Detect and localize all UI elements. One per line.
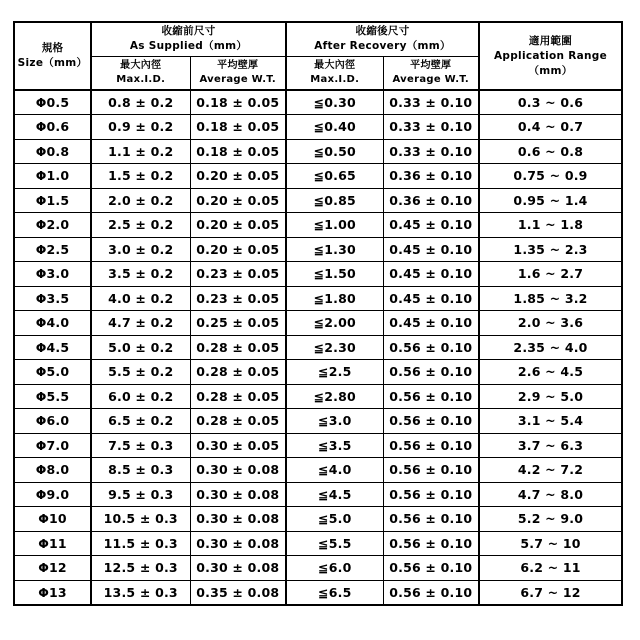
recovery-max-id-cell: ≦5.5 bbox=[286, 531, 383, 556]
recovery-avg-wt-cell: 0.33 ± 0.10 bbox=[383, 139, 479, 164]
application-range-cell: 2.35 ~ 4.0 bbox=[479, 335, 622, 360]
recovery-avg-wt-cell: 0.56 ± 0.10 bbox=[383, 507, 479, 532]
application-range-cell: 6.7 ~ 12 bbox=[479, 580, 622, 605]
supplied-max-id-cell: 2.0 ± 0.2 bbox=[91, 188, 190, 213]
recovery-max-id-cell: ≦1.50 bbox=[286, 262, 383, 287]
application-range-cell: 1.1 ~ 1.8 bbox=[479, 213, 622, 238]
after-recovery-header bbox=[286, 22, 479, 56]
supplied-avg-wt-cell: 0.20 ± 0.05 bbox=[190, 213, 286, 238]
supplied-max-id-cell: 7.5 ± 0.3 bbox=[91, 433, 190, 458]
size-cell: Φ12 bbox=[14, 556, 91, 581]
as-supplied-header-en: As Supplied（mm） bbox=[129, 40, 248, 53]
as-supplied-header-cn: 收縮前尺寸 bbox=[161, 25, 216, 38]
recovery-max-id-cell: ≦0.30 bbox=[286, 90, 383, 115]
recovery-max-id-cell: ≦6.5 bbox=[286, 580, 383, 605]
recovery-max-id-cell: ≦5.0 bbox=[286, 507, 383, 532]
supplied-avg-wt-cn: 平均壁厚 bbox=[217, 59, 259, 71]
supplied-max-id-cell: 9.5 ± 0.3 bbox=[91, 482, 190, 507]
size-cell: Φ0.8 bbox=[14, 139, 91, 164]
application-range-cell: 4.7 ~ 8.0 bbox=[479, 482, 622, 507]
after-recovery-header-cn: 收縮後尺寸 bbox=[355, 25, 410, 38]
supplied-max-id-cell: 11.5 ± 0.3 bbox=[91, 531, 190, 556]
supplied-avg-wt-cell: 0.28 ± 0.05 bbox=[190, 409, 286, 434]
recovery-avg-wt-cell: 0.56 ± 0.10 bbox=[383, 360, 479, 385]
supplied-avg-wt-cell: 0.30 ± 0.08 bbox=[190, 507, 286, 532]
recovery-avg-wt-cell: 0.45 ± 0.10 bbox=[383, 262, 479, 287]
table-row bbox=[14, 580, 622, 605]
recovery-avg-wt-cell: 0.56 ± 0.10 bbox=[383, 335, 479, 360]
size-cell: Φ5.0 bbox=[14, 360, 91, 385]
size-cell: Φ2.5 bbox=[14, 237, 91, 262]
recovery-avg-wt-header bbox=[383, 56, 479, 90]
application-range-header-cn: 適用範圍 bbox=[528, 34, 573, 47]
size-cell: Φ9.0 bbox=[14, 482, 91, 507]
application-range-cell: 0.95 ~ 1.4 bbox=[479, 188, 622, 213]
recovery-max-id-cell: ≦4.5 bbox=[286, 482, 383, 507]
table-row bbox=[14, 384, 622, 409]
recovery-avg-wt-cell: 0.45 ± 0.10 bbox=[383, 311, 479, 336]
size-header-cn: 規格 bbox=[41, 42, 64, 54]
size-cell: Φ10 bbox=[14, 507, 91, 532]
recovery-avg-wt-cell: 0.33 ± 0.10 bbox=[383, 90, 479, 115]
supplied-max-id-cell: 4.0 ± 0.2 bbox=[91, 286, 190, 311]
recovery-max-id-cell: ≦0.40 bbox=[286, 115, 383, 140]
recovery-max-id-header bbox=[286, 56, 383, 90]
size-cell: Φ3.5 bbox=[14, 286, 91, 311]
recovery-max-id-cell: ≦0.65 bbox=[286, 164, 383, 189]
supplied-max-id-en: Max.I.D. bbox=[116, 73, 166, 85]
supplied-max-id-cell: 1.5 ± 0.2 bbox=[91, 164, 190, 189]
recovery-max-id-cell: ≦1.30 bbox=[286, 237, 383, 262]
table-row bbox=[14, 115, 622, 140]
recovery-avg-wt-cell: 0.56 ± 0.10 bbox=[383, 458, 479, 483]
supplied-max-id-cell: 6.0 ± 0.2 bbox=[91, 384, 190, 409]
recovery-max-id-cell: ≦2.5 bbox=[286, 360, 383, 385]
supplied-avg-wt-cell: 0.28 ± 0.05 bbox=[190, 360, 286, 385]
supplied-avg-wt-cell: 0.30 ± 0.08 bbox=[190, 531, 286, 556]
supplied-avg-wt-cell: 0.30 ± 0.05 bbox=[190, 433, 286, 458]
size-cell: Φ8.0 bbox=[14, 458, 91, 483]
supplied-avg-wt-cell: 0.18 ± 0.05 bbox=[190, 139, 286, 164]
recovery-avg-wt-en: Average W.T. bbox=[392, 73, 470, 85]
supplied-max-id-cell: 5.5 ± 0.2 bbox=[91, 360, 190, 385]
recovery-avg-wt-cell: 0.33 ± 0.10 bbox=[383, 115, 479, 140]
recovery-max-id-cell: ≦6.0 bbox=[286, 556, 383, 581]
size-header-en: Size（mm） bbox=[17, 57, 88, 69]
table-row bbox=[14, 433, 622, 458]
supplied-max-id-cell: 0.8 ± 0.2 bbox=[91, 90, 190, 115]
application-range-cell: 2.6 ~ 4.5 bbox=[479, 360, 622, 385]
application-range-cell: 0.4 ~ 0.7 bbox=[479, 115, 622, 140]
supplied-avg-wt-cell: 0.20 ± 0.05 bbox=[190, 188, 286, 213]
recovery-max-id-cell: ≦1.00 bbox=[286, 213, 383, 238]
application-range-header-en: Application Range（mm） bbox=[494, 49, 608, 77]
recovery-max-id-cell: ≦4.0 bbox=[286, 458, 383, 483]
recovery-max-id-cell: ≦1.80 bbox=[286, 286, 383, 311]
supplied-max-id-cell: 5.0 ± 0.2 bbox=[91, 335, 190, 360]
size-cell: Φ0.6 bbox=[14, 115, 91, 140]
supplied-avg-wt-en: Average W.T. bbox=[199, 73, 277, 85]
supplied-avg-wt-cell: 0.23 ± 0.05 bbox=[190, 286, 286, 311]
recovery-avg-wt-cell: 0.56 ± 0.10 bbox=[383, 433, 479, 458]
recovery-avg-wt-cell: 0.56 ± 0.10 bbox=[383, 384, 479, 409]
recovery-max-id-en: Max.I.D. bbox=[310, 73, 360, 85]
supplied-max-id-cell: 13.5 ± 0.3 bbox=[91, 580, 190, 605]
supplied-max-id-cell: 6.5 ± 0.2 bbox=[91, 409, 190, 434]
application-range-cell: 2.9 ~ 5.0 bbox=[479, 384, 622, 409]
recovery-max-id-cell: ≦0.50 bbox=[286, 139, 383, 164]
supplied-avg-wt-cell: 0.20 ± 0.05 bbox=[190, 237, 286, 262]
size-cell: Φ11 bbox=[14, 531, 91, 556]
spec-table bbox=[13, 21, 623, 606]
size-cell: Φ4.5 bbox=[14, 335, 91, 360]
application-range-cell: 0.3 ~ 0.6 bbox=[479, 90, 622, 115]
size-cell: Φ4.0 bbox=[14, 311, 91, 336]
supplied-avg-wt-cell: 0.18 ± 0.05 bbox=[190, 115, 286, 140]
spec-table-container bbox=[13, 21, 621, 606]
supplied-avg-wt-cell: 0.28 ± 0.05 bbox=[190, 384, 286, 409]
supplied-max-id-cell: 3.5 ± 0.2 bbox=[91, 262, 190, 287]
table-row bbox=[14, 139, 622, 164]
supplied-avg-wt-cell: 0.20 ± 0.05 bbox=[190, 164, 286, 189]
table-row bbox=[14, 482, 622, 507]
application-range-cell: 5.7 ~ 10 bbox=[479, 531, 622, 556]
table-row bbox=[14, 164, 622, 189]
application-range-cell: 0.75 ~ 0.9 bbox=[479, 164, 622, 189]
application-range-cell: 1.85 ~ 3.2 bbox=[479, 286, 622, 311]
size-header bbox=[14, 22, 91, 90]
table-row bbox=[14, 213, 622, 238]
application-range-cell: 5.2 ~ 9.0 bbox=[479, 507, 622, 532]
supplied-max-id-cell: 10.5 ± 0.3 bbox=[91, 507, 190, 532]
size-cell: Φ13 bbox=[14, 580, 91, 605]
recovery-avg-wt-cn: 平均壁厚 bbox=[410, 59, 452, 71]
size-cell: Φ0.5 bbox=[14, 90, 91, 115]
table-body bbox=[14, 90, 622, 605]
recovery-avg-wt-cell: 0.56 ± 0.10 bbox=[383, 482, 479, 507]
application-range-header bbox=[479, 22, 622, 90]
supplied-avg-wt-cell: 0.25 ± 0.05 bbox=[190, 311, 286, 336]
supplied-max-id-header bbox=[91, 56, 190, 90]
table-row bbox=[14, 188, 622, 213]
supplied-avg-wt-cell: 0.35 ± 0.08 bbox=[190, 580, 286, 605]
size-cell: Φ1.5 bbox=[14, 188, 91, 213]
application-range-cell: 1.6 ~ 2.7 bbox=[479, 262, 622, 287]
supplied-avg-wt-cell: 0.30 ± 0.08 bbox=[190, 556, 286, 581]
supplied-avg-wt-cell: 0.28 ± 0.05 bbox=[190, 335, 286, 360]
table-row bbox=[14, 409, 622, 434]
supplied-max-id-cell: 8.5 ± 0.3 bbox=[91, 458, 190, 483]
table-row bbox=[14, 556, 622, 581]
as-supplied-header bbox=[91, 22, 286, 56]
table-row bbox=[14, 335, 622, 360]
recovery-avg-wt-cell: 0.36 ± 0.10 bbox=[383, 164, 479, 189]
recovery-avg-wt-cell: 0.45 ± 0.10 bbox=[383, 237, 479, 262]
supplied-max-id-cell: 1.1 ± 0.2 bbox=[91, 139, 190, 164]
supplied-avg-wt-header bbox=[190, 56, 286, 90]
recovery-avg-wt-cell: 0.56 ± 0.10 bbox=[383, 409, 479, 434]
application-range-cell: 3.1 ~ 5.4 bbox=[479, 409, 622, 434]
table-row bbox=[14, 507, 622, 532]
supplied-max-id-cell: 12.5 ± 0.3 bbox=[91, 556, 190, 581]
table-row bbox=[14, 286, 622, 311]
size-cell: Φ5.5 bbox=[14, 384, 91, 409]
table-row bbox=[14, 360, 622, 385]
supplied-max-id-cell: 3.0 ± 0.2 bbox=[91, 237, 190, 262]
table-row bbox=[14, 262, 622, 287]
recovery-max-id-cell: ≦2.80 bbox=[286, 384, 383, 409]
size-cell: Φ2.0 bbox=[14, 213, 91, 238]
recovery-avg-wt-cell: 0.56 ± 0.10 bbox=[383, 580, 479, 605]
recovery-avg-wt-cell: 0.56 ± 0.10 bbox=[383, 531, 479, 556]
recovery-avg-wt-cell: 0.56 ± 0.10 bbox=[383, 556, 479, 581]
after-recovery-header-en: After Recovery（mm） bbox=[314, 40, 451, 53]
application-range-cell: 3.7 ~ 6.3 bbox=[479, 433, 622, 458]
table-row bbox=[14, 237, 622, 262]
size-cell: Φ1.0 bbox=[14, 164, 91, 189]
supplied-avg-wt-cell: 0.30 ± 0.08 bbox=[190, 482, 286, 507]
size-cell: Φ3.0 bbox=[14, 262, 91, 287]
application-range-cell: 6.2 ~ 11 bbox=[479, 556, 622, 581]
table-header bbox=[14, 22, 622, 90]
recovery-max-id-cell: ≦2.30 bbox=[286, 335, 383, 360]
application-range-cell: 2.0 ~ 3.6 bbox=[479, 311, 622, 336]
application-range-cell: 4.2 ~ 7.2 bbox=[479, 458, 622, 483]
application-range-cell: 0.6 ~ 0.8 bbox=[479, 139, 622, 164]
recovery-max-id-cell: ≦3.5 bbox=[286, 433, 383, 458]
recovery-max-id-cell: ≦0.85 bbox=[286, 188, 383, 213]
supplied-avg-wt-cell: 0.30 ± 0.08 bbox=[190, 458, 286, 483]
recovery-max-id-cell: ≦3.0 bbox=[286, 409, 383, 434]
recovery-max-id-cn: 最大內徑 bbox=[314, 59, 356, 71]
table-row bbox=[14, 531, 622, 556]
supplied-max-id-cn: 最大內徑 bbox=[120, 59, 162, 71]
supplied-avg-wt-cell: 0.23 ± 0.05 bbox=[190, 262, 286, 287]
supplied-max-id-cell: 4.7 ± 0.2 bbox=[91, 311, 190, 336]
recovery-max-id-cell: ≦2.00 bbox=[286, 311, 383, 336]
application-range-cell: 1.35 ~ 2.3 bbox=[479, 237, 622, 262]
supplied-max-id-cell: 2.5 ± 0.2 bbox=[91, 213, 190, 238]
supplied-max-id-cell: 0.9 ± 0.2 bbox=[91, 115, 190, 140]
supplied-avg-wt-cell: 0.18 ± 0.05 bbox=[190, 90, 286, 115]
table-row bbox=[14, 90, 622, 115]
size-cell: Φ7.0 bbox=[14, 433, 91, 458]
size-cell: Φ6.0 bbox=[14, 409, 91, 434]
recovery-avg-wt-cell: 0.45 ± 0.10 bbox=[383, 286, 479, 311]
table-row bbox=[14, 458, 622, 483]
recovery-avg-wt-cell: 0.36 ± 0.10 bbox=[383, 188, 479, 213]
recovery-avg-wt-cell: 0.45 ± 0.10 bbox=[383, 213, 479, 238]
table-row bbox=[14, 311, 622, 336]
